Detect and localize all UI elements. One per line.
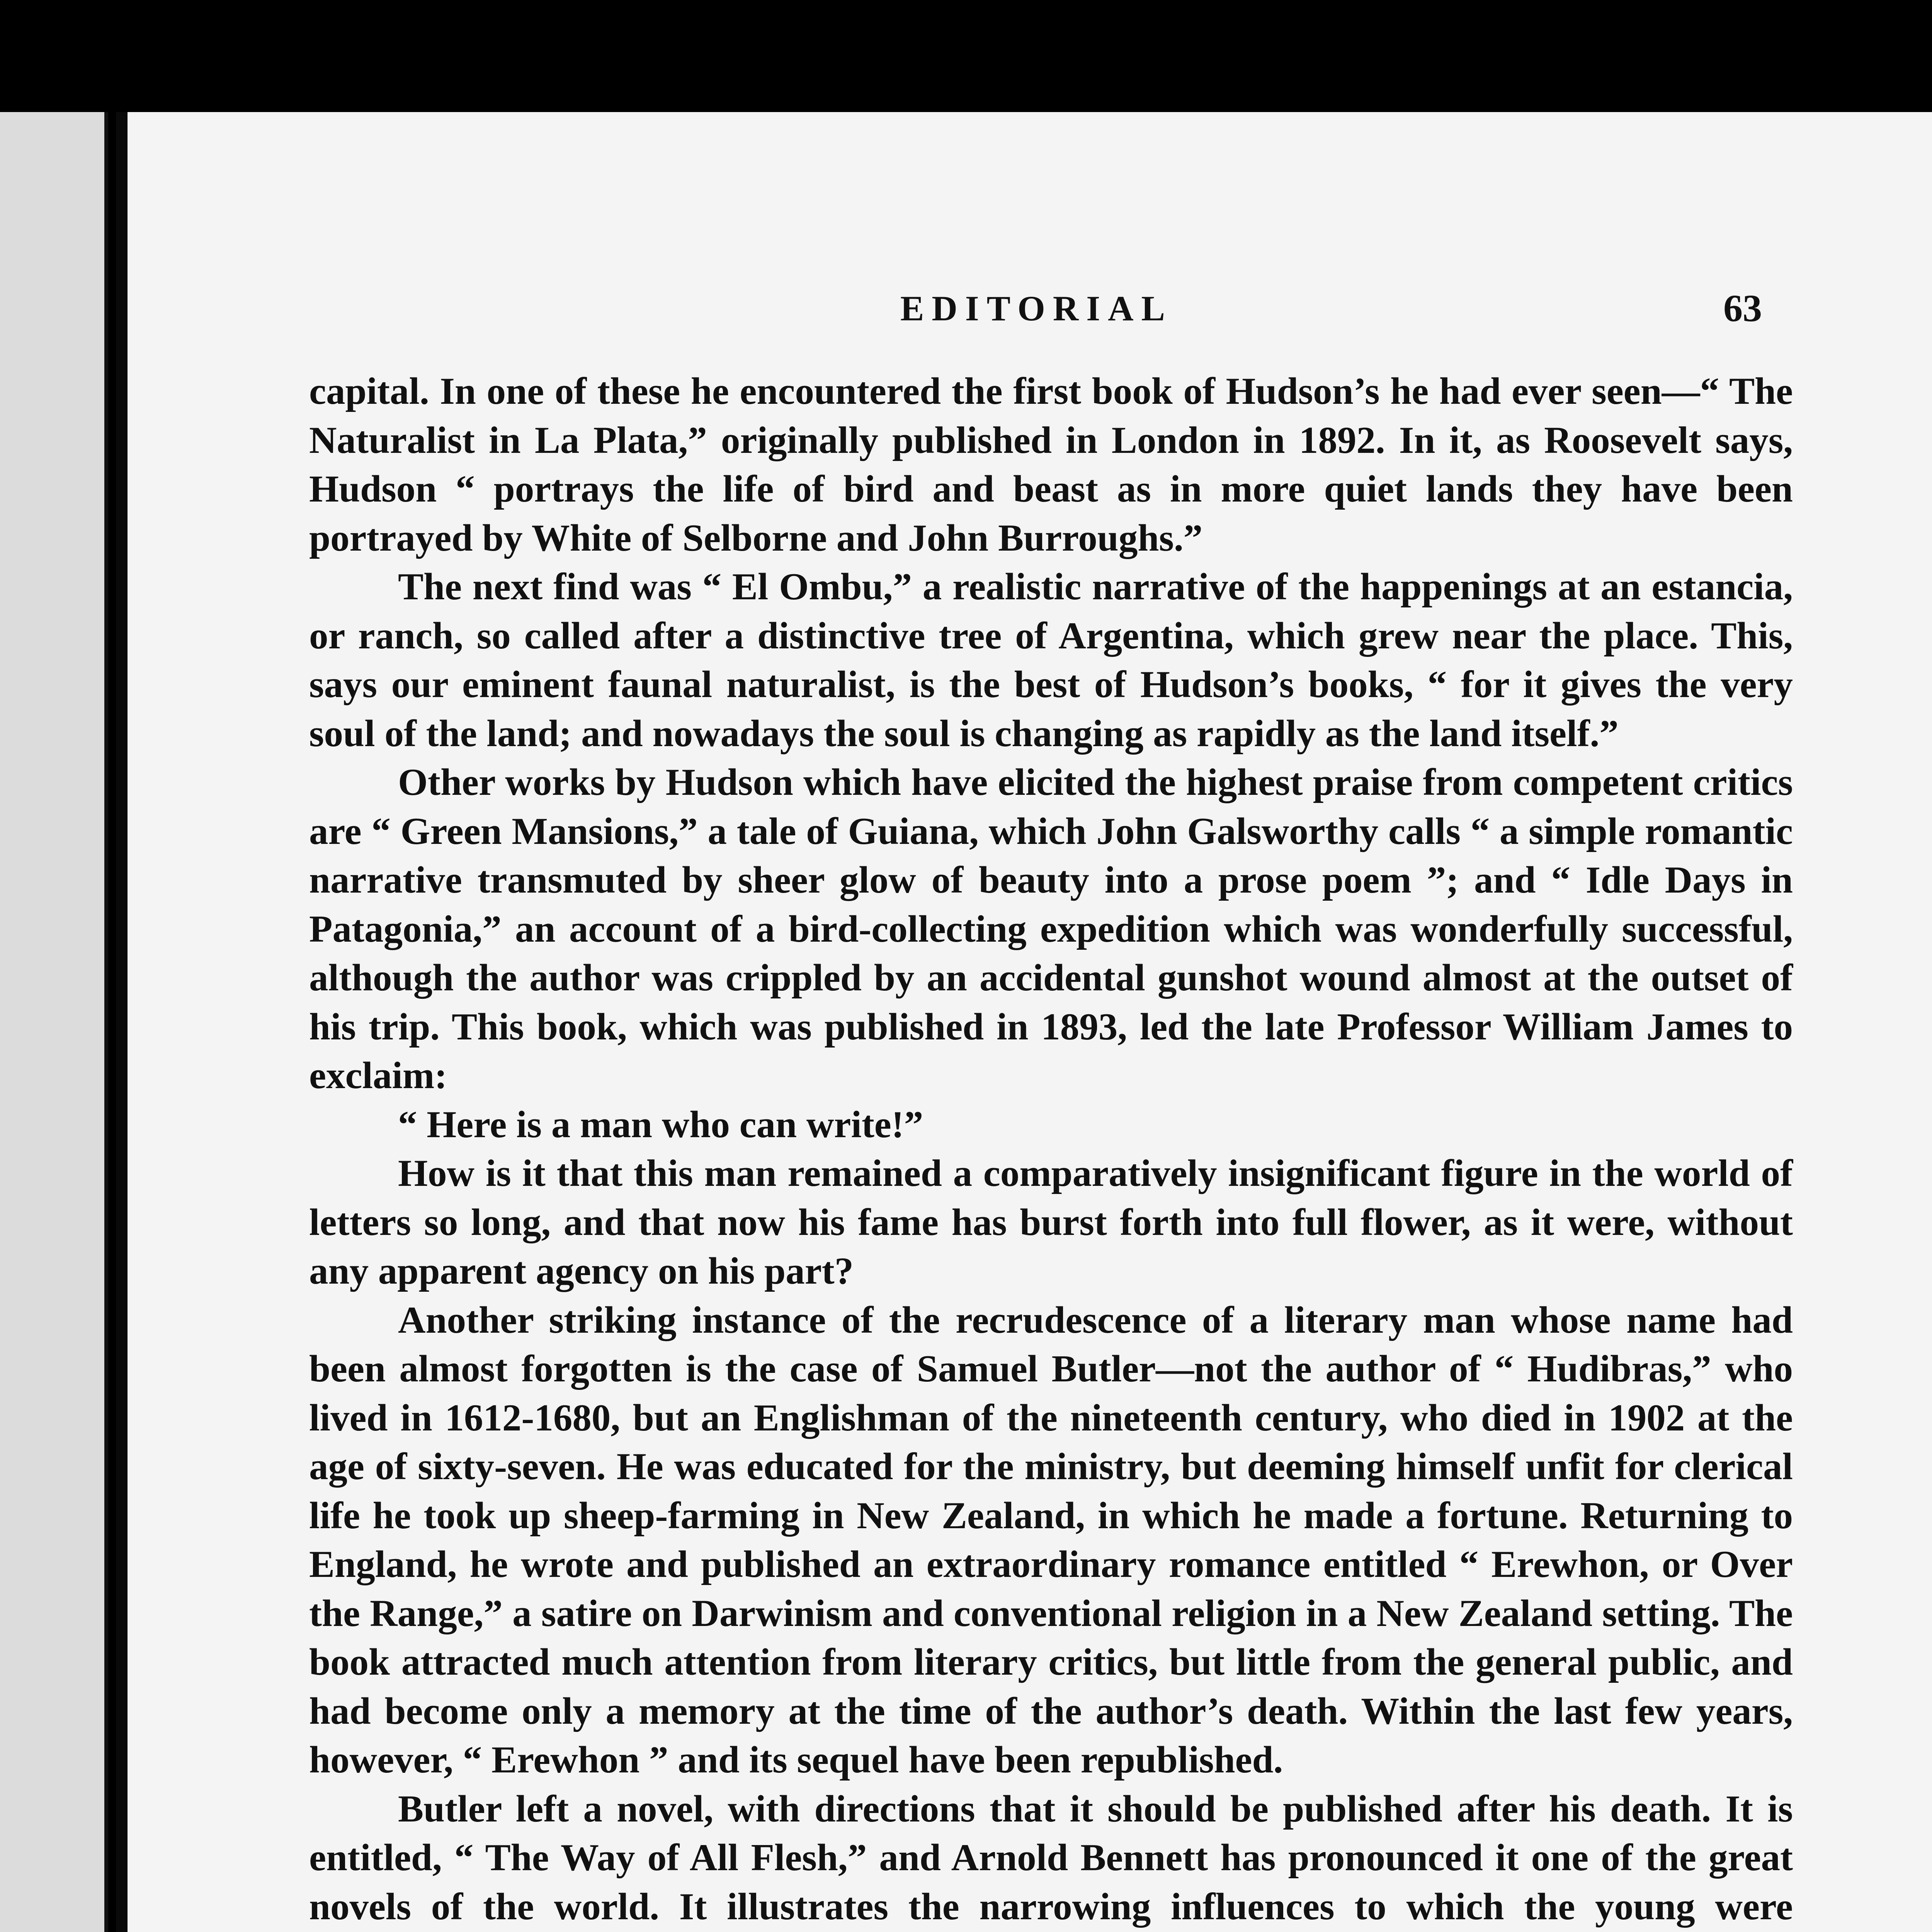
running-head	[128, 288, 1932, 334]
paragraph-2: The next find was “ El Ombu,” a realistic narrative of the happenings at an estancia, or ranch, so called after a distinctive tree of Argentina, which grew near the place. This, says our eminent faunal naturalist, is the best of Hudson’s books, “ for it gives the very soul of the land; and nowadays the soul is changing as rapidly as the land itself.”	[309, 566, 1793, 755]
paragraph-6: Another striking instance of the recrudescence of a literary man whose name had been almost forgotten is the case of Samuel Butler—not the author of “ Hudibras,” who lived in 1612-1680, but an Englishman of the nineteenth century, who died in 1902 at the age of sixty-seven. He was educated for the ministry, but deeming himself unfit for clerical life he took up sheep-farming in New Zealand, in which he made a fortune. Returning to England, he wrote and published an extraordinary romance entitled “ Erewhon, or Over the Range,” a satire on Darwinism and conventional religion in a New Zealand setting. The book attracted much attention from literary critics, but little from the general public, and had become only a memory at the time of the author’s death. Within the last few years, however, “ Erewhon ” and its sequel have been republished.	[309, 1299, 1793, 1781]
book-page	[116, 112, 1932, 1932]
running-title: EDITORIAL	[900, 289, 1173, 328]
body-text	[309, 367, 1793, 1932]
facing-page-edge	[0, 112, 108, 1932]
page-number: 63	[1723, 287, 1762, 330]
paragraph-4: “ Here is a man who can write!”	[398, 1103, 923, 1146]
paragraph-1: capital. In one of these he encountered the first book of Hudson’s he had ever seen—“ The Naturalist in La Plata,” originally published in London in 1892. In it, as Roosevelt says, Hudson “ portrays the life of bird and beast as in more quiet lands they have been portrayed by White of Selborne and John Burroughs.”	[309, 370, 1793, 559]
paragraph-7: Butler left a novel, with directions that it should be published after his death. It is entitled, “ The Way of All Flesh,” and Arnold Bennett has pronounced it one of the great novels of the world. It illustrates the narrowing influences to which the young were	[309, 1787, 1793, 1928]
paragraph-3: Other works by Hudson which have elicited the highest praise from competent critics are “ Green Mansions,” a tale of Guiana, which John Galsworthy calls “ a simple romantic narrative transmuted by sheer glow of beauty into a prose poem ”; and “ Idle Days in Patagonia,” an account of a bird-collecting expedition which was wonderfully successful, although the author was crippled by an accidental gunshot wound almost at the outset of his trip. This book, which was published in 1893, led the late Professor William James to exclaim:	[309, 761, 1793, 1097]
paragraph-5: How is it that this man remained a comparatively insignificant figure in the world of letters so long, and that now his fame has burst forth into full flower, as it were, without any apparent agency on his part?	[309, 1152, 1793, 1292]
